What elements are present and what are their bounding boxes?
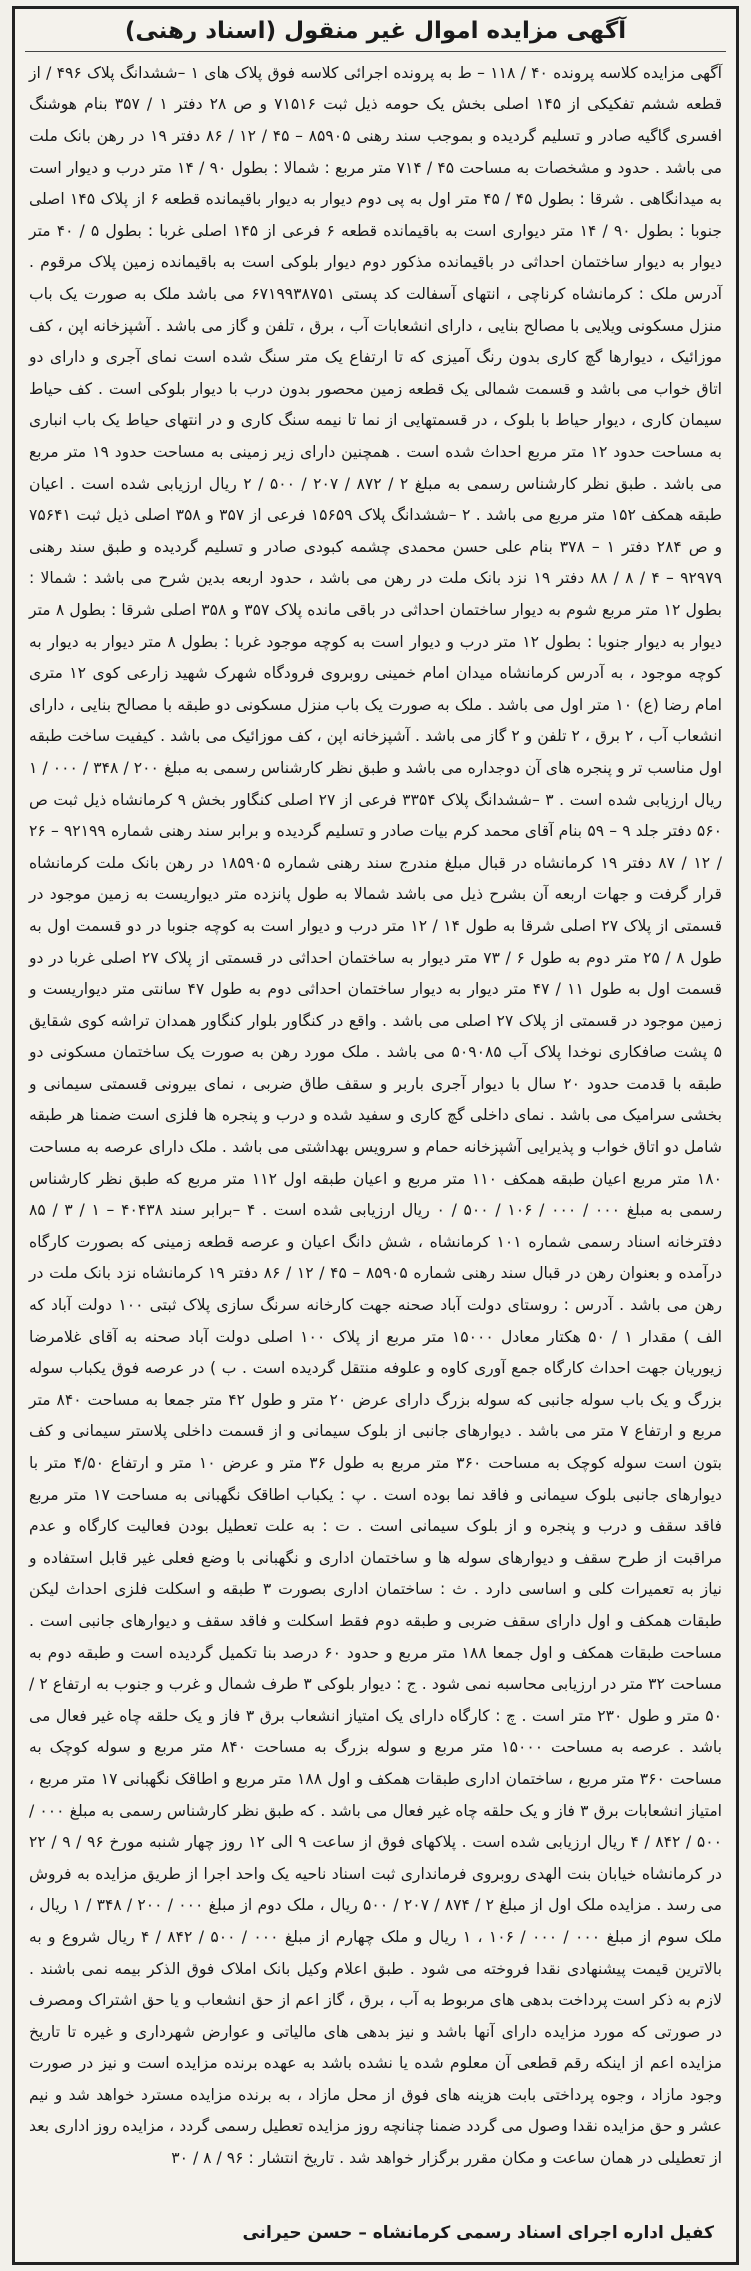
notice-title: آگهی مزایده اموال غیر منقول (اسناد رهنی) — [25, 9, 726, 52]
auction-notice — [12, 6, 739, 2265]
notice-body: آگهی مزایده کلاسه پرونده ۴۰ / ۱۱۸ – ط به پرونده اجرائی کلاسه فوق پلاک های ۱ –ششدانگ پلاک ۴۹۶ / از قطعه ششم تفکیکی از ۱۴۵ اصلی بخش یک حومه ذیل ثبت ۷۱۵۱۶ و ص ۲۸ دفتر ۱ / ۳۵۷ بنام هوشنگ افسری گاگیه صادر و تسلیم گردیده و بموجب سند رهنی ۸۵۹۰۵ – ۴۵ / ۱۲ / ۸۶ دفتر ۱۹ در رهن بانک ملت می باشد . حدود و مشخصات به مساحت ۴۵ / ۷۱۴ متر مربع : شمالا : بطول ۹۰ / ۱۴ متر درب و دیوار است به میدانگاهی . شرقا : بطول ۴۵ / ۴۵ متر اول به پی دوم دیوار به دیوار باقیمانده قطعه ۶ از پلاک ۱۴۵ اصلی جنوبا : بطول ۹۰ / ۱۴ متر دیواری است به باقیمانده قطعه ۶ فرعی از ۱۴۵ اصلی غربا : بطول ۵ / ۴۰ متر دیوار به دیوار ساختمان احداثی در باقیمانده مذکور دوم دیوار بلوکی است به باقیمانده زمین پلاک مرقوم . آدرس ملک : کرمانشاه کرناچی ، انتهای آسفالت کد پستی ۶۷۱۹۹۳۸۷۵۱ می باشد ملک به صورت یک باب منزل مسکونی ویلایی با مصالح بنایی ، دارای انشعابات آب ، برق ، تلفن و گاز می باشد . آشپزخانه اپن ، کف موزائیک ، دیوارها گچ کاری بدون رنگ آمیزی که تا ارتفاع یک متر سنگ شده است نمای آجری و دارای دو اتاق خواب می باشد و قسمت شمالی یک قطعه زمین محصور بدون درب با دیوار بلوکی است . کف حیاط سیمان کاری ، دیوار حیاط با بلوک ، در قسمتهایی از نما تا نیمه سنگ کاری و در انتهای حیاط یک باب انباری به مساحت حدود ۱۲ متر مربع احداث شده است . همچنین دارای زیر زمینی به مساحت حدود ۱۹ متر مربع می باشد . طبق نظر کارشناس رسمی به مبلغ ۲ / ۸۷۲ / ۲۰۷ / ۵۰۰ / ۲ ریال ارزیابی شده است . اعیان طبقه همکف ۱۵۲ متر مربع می باشد . ۲ –ششدانگ پلاک ۱۵۶۵۹ فرعی از ۳۵۷ و ۳۵۸ اصلی ذیل ثبت ۷۵۶۴۱ و ص ۲۸۴ دفتر ۱ – ۳۷۸ بنام علی حسن محمدی چشمه کبودی صادر و تسلیم گردیده و طبق سند رهنی ۹۲۹۷۹ – ۴ / ۸ / ۸۸ دفتر ۱۹ نزد بانک ملت در رهن می باشد ، حدود اربعه بدین شرح می باشد : شمالا : بطول ۱۲ متر مربع شوم به دیوار ساختمان احداثی در باقی مانده پلاک ۳۵۷ و ۳۵۸ اصلی شرقا : بطول ۸ متر دیوار به دیوار جنوبا : بطول ۱۲ متر درب و دیوار است به کوچه موجود غربا : بطول ۸ متر دیوار به دیوار به کوچه موجود ، به آدرس کرمانشاه میدان امام خمینی روبروی فرودگاه شهرک شهید زارعی کوی ۱۲ متری امام رضا (ع) ۱۰ متر اول می باشد . ملک به صورت یک باب منزل مسکونی دو طبقه با مصالح بنایی ، دارای انشعاب آب ، ۲ برق ، ۲ تلفن و ۲ گاز می باشد . آشپزخانه اپن ، کف موزائیک می باشد . کیفیت ساخت طبقه اول مناسب تر و پنجره های آن دوجداره می باشد و طبق نظر کارشناس رسمی به مبلغ ۲۰۰ / ۳۴۸ / ۰۰۰ / ۱ ریال ارزیابی شده است . ۳ –ششدانگ پلاک ۳۳۵۴ فرعی از ۲۷ اصلی کنگاور بخش ۹ کرمانشاه ذیل ثبت ص ۵۶۰ دفتر جلد ۹ – ۵۹ بنام آقای محمد کرم بیات صادر و تسلیم گردیده و برابر سند رهنی شماره ۹۲۱۹۹ – ۲۶ / ۱۲ / ۸۷ دفتر ۱۹ کرمانشاه در قبال مبلغ مندرج سند رهنی شماره ۱۸۵۹۰۵ در رهن بانک ملت کرمانشاه قرار گرفت و جهات اربعه آن بشرح ذیل می باشد شمالا به طول پانزده متر دیواریست به زمین موجود در قسمتی از پلاک ۲۷ اصلی شرقا به طول ۱۴ / ۱۲ متر درب و دیوار است به کوچه جنوبا در دو قسمت اول به طول ۸ / ۲۵ متر دوم به طول ۶ / ۷۳ متر دیوار به ساختمان احداثی در قسمتی از پلاک ۲۷ اصلی غربا در دو قسمت اول به طول ۱۱ / ۴۷ متر دیوار به دیوار ساختمان احداثی دوم به طول ۴۷ سانتی متر دیواریست و زمین موجود در قسمتی از پلاک ۲۷ اصلی می باشد . واقع در کنگاور بلوار کنگاور همدان تراشه کوی شقایق ۵ پشت صافکاری نوخدا پلاک آب ۵۰۹۰۸۵ می باشد . ملک مورد رهن به صورت یک ساختمان مسکونی دو طبقه با قدمت حدود ۲۰ سال با دیوار آجری باربر و سقف طاق ضربی ، نمای بیرونی قسمتی سیمانی و بخشی سرامیک می باشد . نمای داخلی گچ کاری و سفید شده و درب و پنجره ها فلزی است ضمنا هر طبقه شامل دو اتاق خواب و پذیرایی آشپزخانه حمام و سرویس بهداشتی می باشد . ملک دارای عرصه به مساحت ۱۸۰ متر مربع اعیان طبقه همکف ۱۱۰ متر مربع و اعیان طبقه اول ۱۱۲ متر مربع که طبق نظر کارشناس رسمی به مبلغ ۰۰۰ / ۰۰۰ / ۱۰۶ / ۵۰۰ / ۰ ریال ارزیابی شده است . ۴ –برابر سند ۴۰۴۳۸ – ۱ / ۳ / ۸۵ دفترخانه اسناد رسمی شماره ۱۰۱ کرمانشاه ، شش دانگ اعیان و عرصه قطعه زمینی که بصورت کارگاه درآمده و بعنوان رهن در قبال سند رهنی شماره ۸۵۹۰۵ – ۴۵ / ۱۲ / ۸۶ دفتر ۱۹ کرمانشاه نزد بانک ملت در رهن می باشد . آدرس : روستای دولت آباد صحنه جهت کارخانه سرنگ سازی پلاک ثبتی ۱۰۰ دولت آباد که الف ) مقدار ۱ / ۵۰ هکتار معادل ۱۵۰۰۰ متر مربع از پلاک ۱۰۰ اصلی دولت آباد صحنه به آقای غلامرضا زیوریان جهت احداث کارگاه جمع آوری کاوه و علوفه منتقل گردیده است . ب ) در عرصه فوق یکباب سوله بزرگ و یک باب سوله جانبی که سوله بزرگ دارای عرض ۲۰ متر و طول ۴۲ متر جمعا به مساحت ۸۴۰ متر مربع و ارتفاع ۷ متر می باشد . دیوارهای جانبی از بلوک سیمانی و از قسمت داخلی پلاستر سیمانی و کف بتون است سوله کوچک به مساحت ۳۶۰ متر مربع به طول ۳۶ متر و عرض ۱۰ متر و ارتفاع ۴/۵۰ متر با دیوارهای جانبی بلوک سیمانی و فاقد نما بوده است . پ : یکباب اطاقک نگهبانی به مساحت ۱۷ متر مربع فاقد سقف و درب و پنجره و از بلوک سیمانی است . ت : به علت تعطیل بودن فعالیت کارگاه و عدم مراقبت از طرح سقف و دیوارهای سوله ها و ساختمان اداری و نگهبانی با وضع فعلی غیر قابل استفاده و نیاز به تعمیرات کلی و اساسی دارد . ث : ساختمان اداری بصورت ۳ طبقه و اسکلت فلزی احداث لیکن طبقات همکف و اول دارای سقف ضربی و طبقه دوم فقط اسکلت و فاقد سقف و دیوارهای جانبی است . مساحت طبقات همکف و اول جمعا ۱۸۸ متر مربع و حدود ۶۰ درصد بنا تکمیل گردیده است و طبقه دوم به مساحت ۳۲ متر در ارزیابی محاسبه نمی شود . ج : دیوار بلوکی ۳ طرف شمال و غرب و جنوب به ارتفاع ۲ / ۵۰ متر و طول ۲۳۰ متر است . چ : کارگاه دارای یک امتیاز انشعاب برق ۳ فاز و یک حلقه چاه غیر فعال می باشد . عرصه به مساحت ۱۵۰۰۰ متر مربع و سوله بزرگ به مساحت ۸۴۰ متر مربع و سوله کوچک به مساحت ۳۶۰ متر مربع ، ساختمان اداری طبقات همکف و اول ۱۸۸ متر مربع و اطاقک نگهبانی ۱۷ متر مربع ، امتیاز انشعابات برق ۳ فاز و یک حلقه چاه غیر فعال می باشد . که طبق نظر کارشناس رسمی به مبلغ ۰۰۰ / ۵۰۰ / ۸۴۲ / ۴ ریال ارزیابی شده است . پلاکهای فوق از ساعت ۹ الی ۱۲ روز چهار شنبه مورخ ۹۶ / ۹ / ۲۲ در کرمانشاه خیابان بنت الهدی روبروی فرمانداری ثبت اسناد ناحیه یک واحد اجرا از طریق مزایده به فروش می رسد . مزایده ملک اول از مبلغ ۲ / ۸۷۴ / ۲۰۷ / ۵۰۰ ریال ، ملک دوم از مبلغ ۰۰۰ / ۲۰۰ / ۳۴۸ / ۱ ریال ، ملک سوم از مبلغ ۰۰۰ / ۰۰۰ / ۱۰۶ ، ۱ ریال و ملک چهارم از مبلغ ۰۰۰ / ۵۰۰ / ۸۴۲ / ۴ ریال شروع و به بالاترین قیمت پیشنهادی نقدا فروخته می شود . طبق اعلام وکیل بانک املاک فوق الذکر بیمه نمی باشند . لازم به ذکر است پرداخت بدهی های مربوط به آب ، برق ، گاز اعم از حق انشعاب و یا حق اشتراک ومصرف در صورتی که مورد مزایده دارای آنها باشد و نیز بدهی های مالیاتی و عوارض شهرداری و غیره تا تاریخ مزایده اعم از اینکه رقم قطعی آن معلوم شده یا نشده باشد به عهده برنده مزایده است و نیز در صورت وجود مازاد ، وجوه پرداختی بابت هزینه های فوق از محل مازاد ، به برنده مزایده مسترد خواهد شد و نیم عشر و حق مزایده نقدا وصول می گردد ضمنا چنانچه روز مزایده تعطیل رسمی گردد ، مزایده روز اداری بعد از تعطیلی در همان ساعت و مکان مقرر برگزار خواهد شد . تاریخ انتشار : ۹۶ / ۸ / ۳۰ — [29, 63, 723, 2168]
notice-signature: کفیل اداره اجرای اسناد رسمی کرمانشاه – حسن حیرانی — [242, 2223, 714, 2244]
